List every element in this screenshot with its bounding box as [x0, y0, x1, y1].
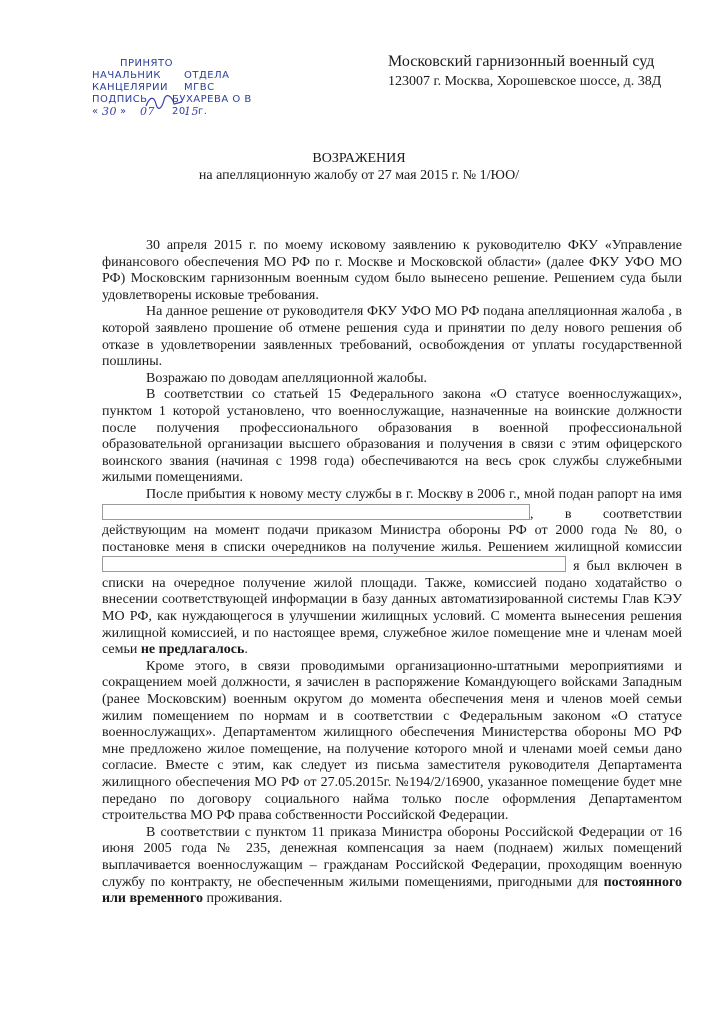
paragraph-4: В соответствии со статьей 15 Федерального закона «О статусе военнослужащих», пунктом 1 которой установлено, что военнослужащие, назначенные на воинские должности после получения профессионального образования в военной профессиональной образовательной организации высшего образования и получения в связи с этим офицерского воинского звания (начиная с 1998 года) обеспечиваются на весь срок службы служебными жилыми помещениями. [102, 387, 682, 486]
paragraph-7-bold: постоянного или временного [102, 874, 682, 907]
paragraph-5-text-a: После прибытия к новому месту службы в г. Москву в 2006 г., мной подан рапорт на имя [146, 486, 682, 502]
stamp-officer-name: БУХАРЕВА О В [172, 94, 252, 105]
stamp-signature-label: ПОДПИСЬ [92, 94, 148, 105]
paragraph-5-text-b: , в соответствии действующим на момент подачи приказом Министра обороны РФ от 2000 года № 80, о постановке меня в списки очередников на получение жилья. Решением жилищной комиссии [102, 506, 682, 555]
paragraph-5-bold: не предлагалось [140, 642, 245, 658]
paragraph-5-end: . [244, 642, 248, 658]
paragraph-7-end: проживания. [206, 891, 283, 907]
stamp-date-day: 30 [102, 105, 117, 118]
stamp-office-label: КАНЦЕЛЯРИИ [92, 82, 169, 93]
title-subheading: на апелляционную жалобу от 27 мая 2015 г. № 1/ЮО/ [198, 168, 520, 183]
court-address: 123007 г. Москва, Хорошевское шоссе, д. 38Д [388, 74, 662, 89]
stamp-date-open: « [92, 106, 99, 117]
stamp-date-close: » [120, 106, 127, 117]
stamp-date-year-prefix: 20 [172, 106, 186, 117]
redacted-commission-box [102, 556, 566, 572]
paragraph-1: 30 апреля 2015 г. по моему исковому заявлению к руководителю ФКУ «Управление финансового обеспечения МО РФ по г. Москве и Московской области» (далее ФКУ УФО МО РФ) Московским гарнизонным военным судом было вынесено решение. Решением суда были удовлетворены исковые требования. [102, 238, 682, 303]
stamp-court-abbr: МГВС [184, 82, 215, 93]
handwritten-signature [144, 94, 184, 110]
paragraph-6: Кроме этого, в связи проводимыми организационно-штатными мероприятиями и сокращением моей должности, я зачислен в распоряжение Командующего войсками Западным (ранее Московским) военным округом до момента обеспечения меня и членов моей семьи жилим помещением по нормам и в соответствии с Федеральным законом «О статусе военнослужащих». Департаментом жилищного обеспечения Министерства обороны МО РФ мне предложено жилое помещение, на получение которого мной и членами моей семьи дано согласие. Вместе с этим, как следует из письма заместителя руководителя Департамента жилищного обеспечения МО РФ от 27.05.2015г. №194/2/16900, указанное помещение будет мне передано по договору социального найма только после оформления Департаментом строительства МО РФ права собственности Российской Федерации. [102, 658, 682, 824]
paragraph-5-text-c: я был включен в списки на очередное получение жилой площади. Также, комиссией подано ходатайство о внесении соответствующей информации в базу данных автоматизированной системы Глав КЭУ МО РФ, как нуждающегося в улучшении жилищных условий. С момента вынесения решения жилищной комиссией, и по настоящее время, служебное жилое помещение мне и членам моей семьи [102, 559, 682, 658]
paragraph-7-text-a: В соответствии с пунктом 11 приказа Министра обороны Российской Федерации от 16 июня 2005 года № 235, денежная компенсация за наем (поднаем) жилых помещений выплачивается военнослужащим – гражданам Российской Федерации, проходящим военную службу по контракту, не обеспеченным жилыми помещениями, пригодными для [102, 824, 682, 890]
document-body [102, 238, 682, 908]
paragraph-2: На данное решение от руководителя ФКУ УФО МО РФ подана апелляционная жалоба , в которой заявлено прошение об отмене решения суда и принятии по делу нового решения об отказе в удовлетворении заявленных требований, освобождения от уплаты государственной пошлины. [102, 304, 682, 370]
stamp-head-label: НАЧАЛЬНИК [92, 70, 162, 81]
paragraph-3: Возражаю по доводам апелляционной жалобы. [146, 370, 427, 386]
court-header [388, 52, 688, 92]
paragraph-7 [102, 825, 682, 908]
title-heading: ВОЗРАЖЕНИЯ [312, 151, 406, 166]
stamp-department-label: ОТДЕЛА [184, 70, 230, 81]
document-title [0, 150, 718, 184]
stamp-date-suffix: г. [198, 106, 208, 117]
stamp-date-month: 07 [140, 105, 155, 118]
stamp-date-year: 15 [184, 105, 199, 118]
paragraph-5 [102, 487, 682, 659]
received-stamp [92, 58, 252, 118]
stamp-accepted: ПРИНЯТО [120, 58, 173, 69]
court-name: Московский гарнизонный военный суд [388, 53, 655, 70]
redacted-name-box [102, 504, 530, 520]
